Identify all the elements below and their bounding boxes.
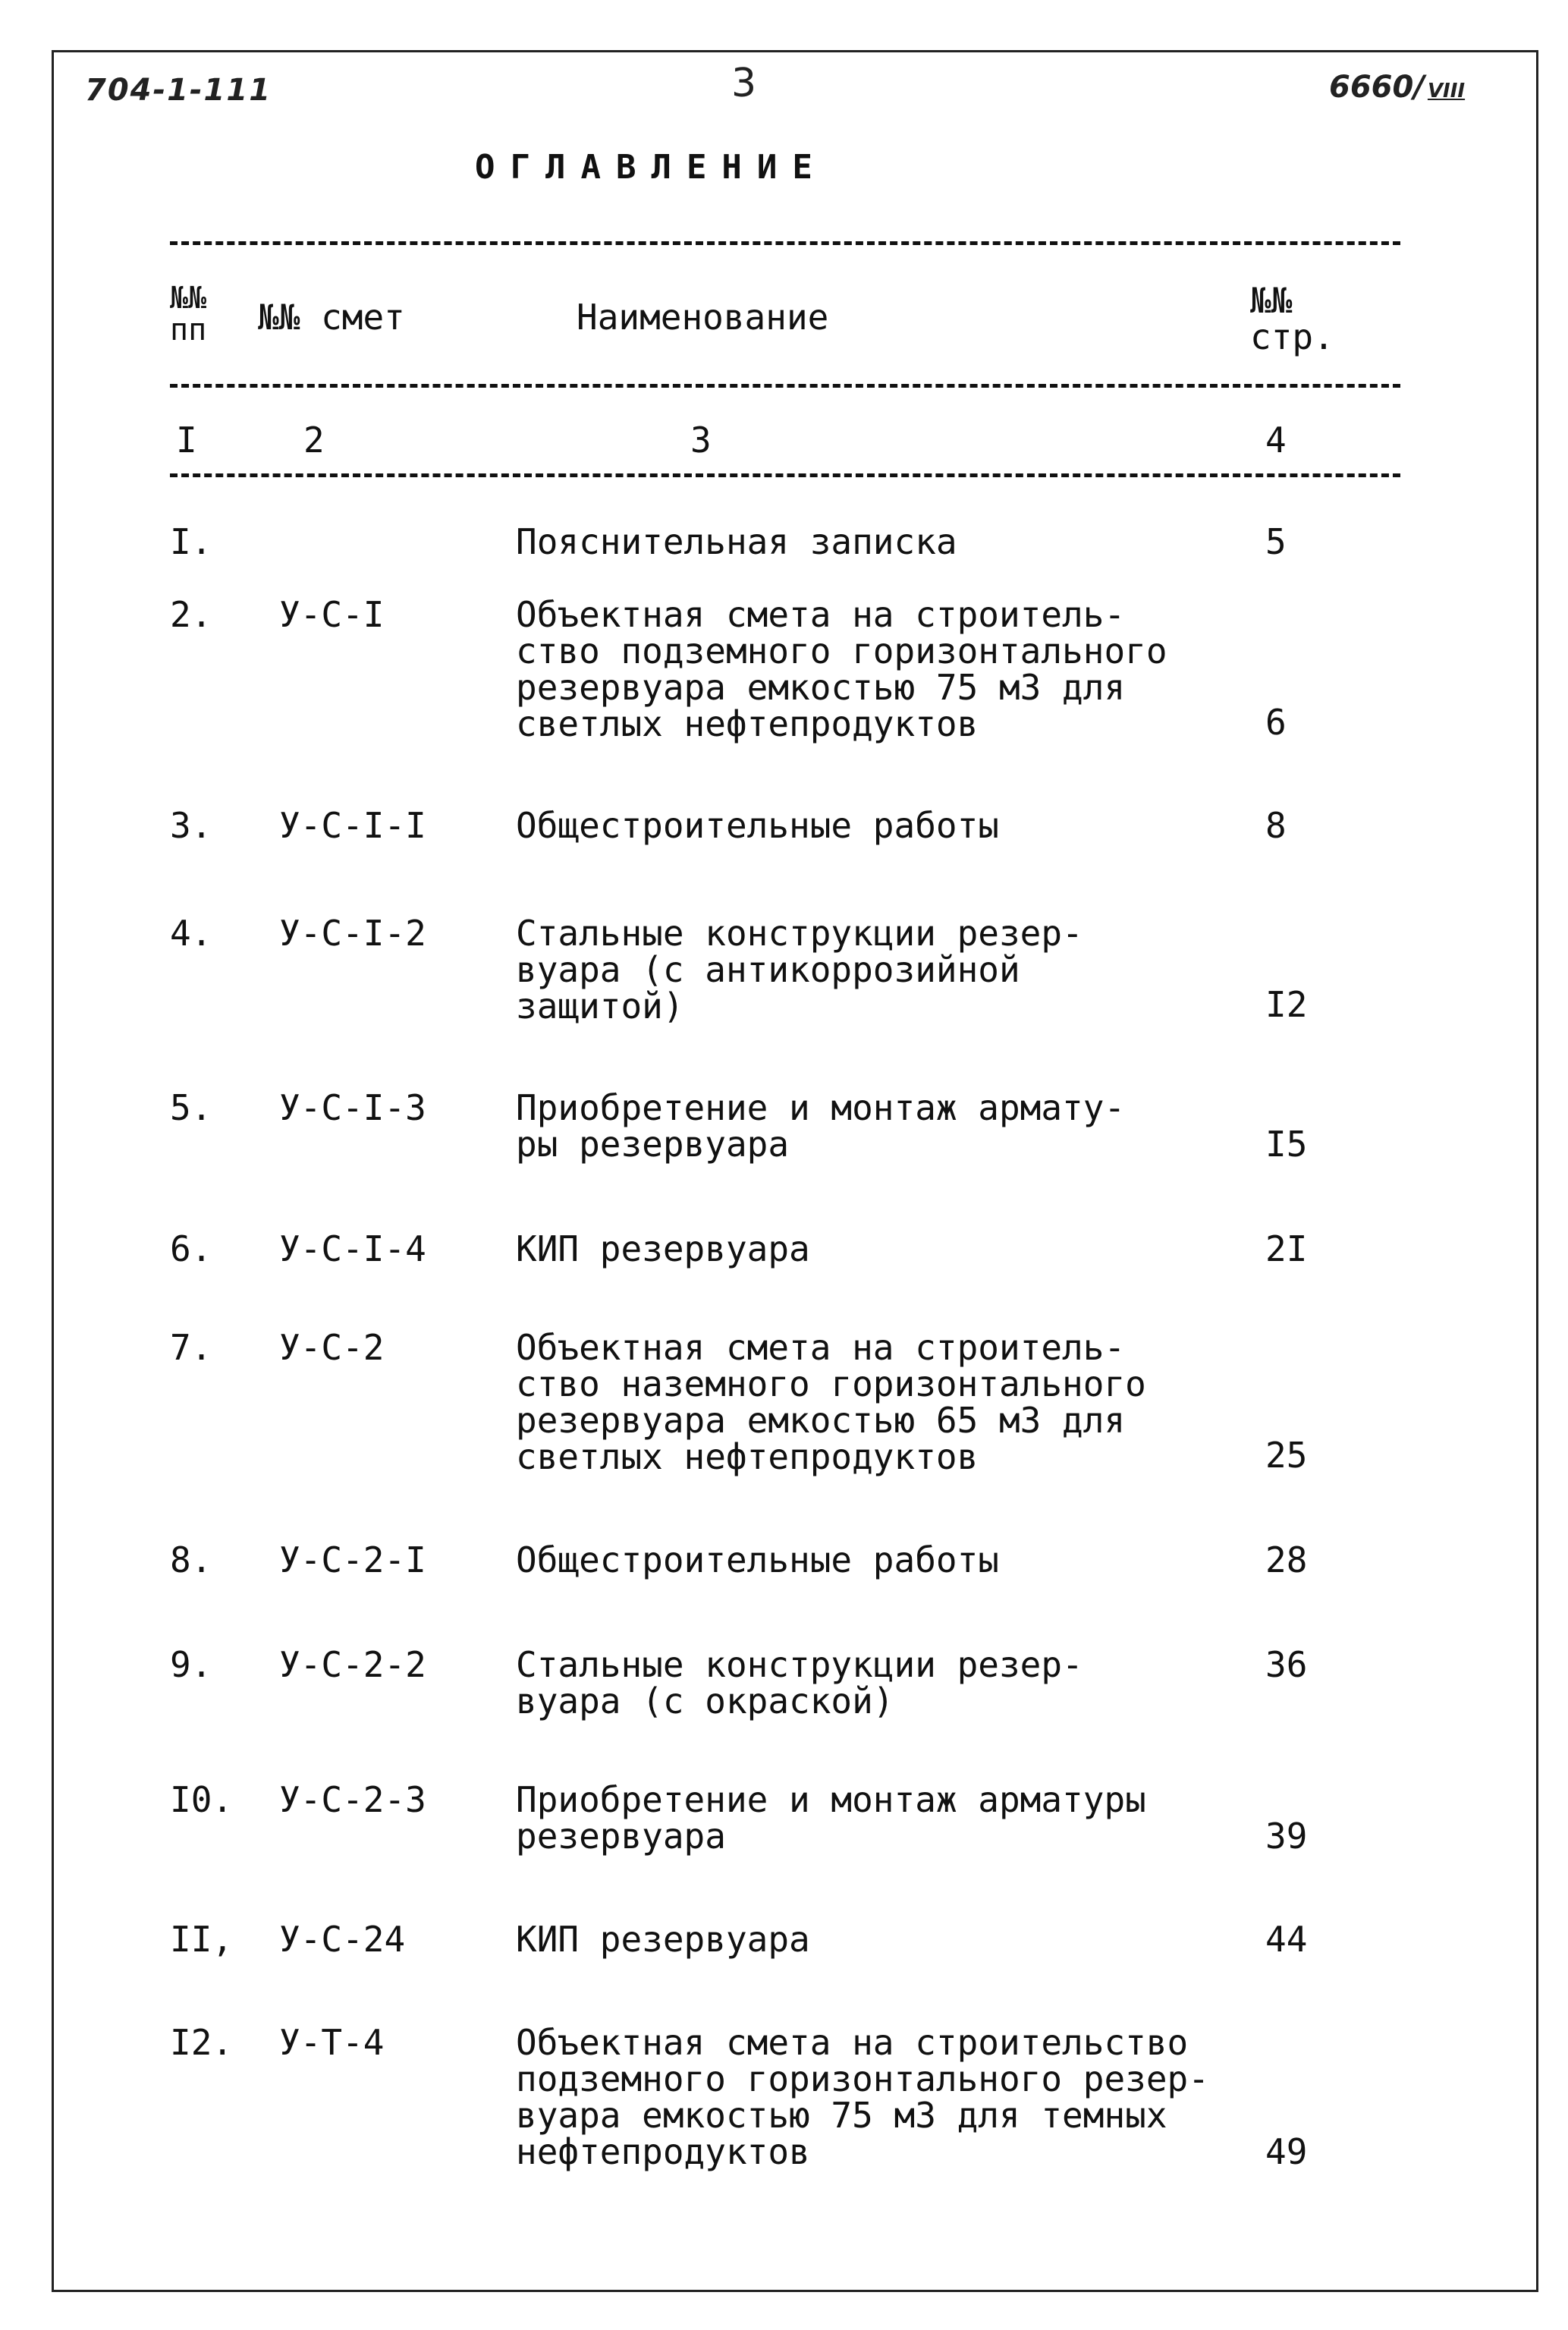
row-title: Объектная смета на строитель- ство наземного горизонтального резервуара емкостью 65 м3 для светлых нефтепродуктов xyxy=(516,1327,1146,1477)
row-estimate-code: У-С-2-2 xyxy=(279,1644,426,1685)
row-number: 8. xyxy=(170,1539,212,1580)
row-page: 6 xyxy=(1265,702,1287,743)
row-number: 4. xyxy=(170,913,212,954)
row-estimate-code: У-Т-4 xyxy=(279,2022,385,2063)
row-page: 36 xyxy=(1265,1644,1308,1685)
row-number: II, xyxy=(170,1919,234,1960)
row-estimate-code: У-С-I-4 xyxy=(279,1228,426,1269)
row-title: Пояснительная записка xyxy=(516,521,957,562)
row-page: 2I xyxy=(1265,1228,1308,1269)
row-title: КИП резервуара xyxy=(516,1228,810,1269)
row-page: I5 xyxy=(1265,1124,1308,1165)
page-title: ОГЛАВЛЕНИЕ xyxy=(475,148,828,187)
row-page: 8 xyxy=(1265,805,1287,846)
row-page: 44 xyxy=(1265,1919,1308,1960)
row-title: КИП резервуара xyxy=(516,1919,810,1960)
row-estimate-code: У-С-2-3 xyxy=(279,1779,426,1820)
row-page: I2 xyxy=(1265,984,1308,1025)
column-header-no: №№ пп xyxy=(170,281,207,347)
column-number-3: 3 xyxy=(690,420,712,461)
row-number: 5. xyxy=(170,1087,212,1128)
row-number: I2. xyxy=(170,2022,234,2063)
column-number-2: 2 xyxy=(303,420,325,461)
document-code: 704-1-111 xyxy=(85,73,272,108)
row-estimate-code: У-С-I-2 xyxy=(279,913,426,954)
row-page: 28 xyxy=(1265,1539,1308,1580)
row-number: 6. xyxy=(170,1228,212,1269)
row-page: 49 xyxy=(1265,2131,1308,2172)
row-number: I. xyxy=(170,521,212,562)
row-title: Объектная смета на строительство подземного горизонтального резер- вуара емкостью 75 м3 для темных нефтепродуктов xyxy=(516,2022,1209,2172)
row-page: 39 xyxy=(1265,1816,1308,1857)
row-title: Стальные конструкции резер- вуара (с окраской) xyxy=(516,1644,1083,1722)
row-number: 9. xyxy=(170,1644,212,1685)
row-estimate-code: У-С-I-I xyxy=(279,805,426,846)
row-estimate-code: У-С-24 xyxy=(279,1919,406,1960)
row-number: I0. xyxy=(170,1779,234,1820)
row-title: Общестроительные работы xyxy=(516,805,999,846)
row-title: Общестроительные работы xyxy=(516,1539,999,1580)
inventory-number xyxy=(1329,70,1465,105)
column-number-1: I xyxy=(176,420,197,461)
row-title: Объектная смета на строитель- ство подземного горизонтального резервуара емкостью 75 м3 для светлых нефтепродуктов xyxy=(516,594,1167,744)
row-estimate-code: У-С-2 xyxy=(279,1327,385,1368)
row-title: Стальные конструкции резер- вуара (с антикоррозийной защитой) xyxy=(516,913,1083,1027)
row-number: 2. xyxy=(170,594,212,635)
inventory-sub: VIII xyxy=(1427,80,1466,102)
row-page: 5 xyxy=(1265,521,1287,562)
column-number-4: 4 xyxy=(1265,420,1287,461)
row-page: 25 xyxy=(1265,1435,1308,1476)
row-number: 7. xyxy=(170,1327,212,1368)
row-estimate-code: У-С-I-3 xyxy=(279,1087,426,1128)
row-number: 3. xyxy=(170,805,212,846)
column-header-code: №№ смет xyxy=(258,297,405,338)
column-numbers-rule xyxy=(170,473,1400,477)
page-number: 3 xyxy=(731,61,757,106)
row-title: Приобретение и монтаж армату- ры резервуара xyxy=(516,1087,1126,1165)
row-title: Приобретение и монтаж арматуры резервуара xyxy=(516,1779,1146,1857)
row-estimate-code: У-С-I xyxy=(279,594,385,635)
column-header-name: Наименование xyxy=(577,297,829,338)
column-header-page: №№ стр. xyxy=(1250,280,1334,357)
inventory-main: 6660/ xyxy=(1329,70,1425,105)
header-rule xyxy=(170,384,1400,388)
table-top-rule xyxy=(170,241,1400,245)
row-estimate-code: У-С-2-I xyxy=(279,1539,426,1580)
